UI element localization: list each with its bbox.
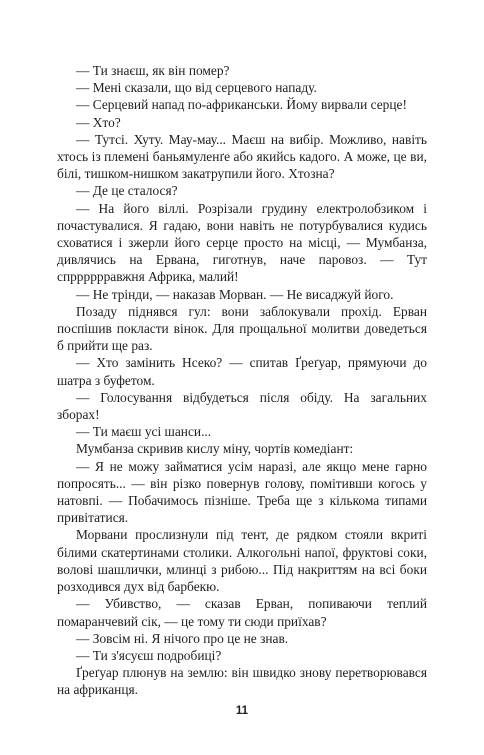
paragraph: — Хто? — [76, 114, 121, 130]
paragraph: — Тутсі. Хуту. Мау-мау... Маєш на вибір. Можливо, навіть хтось із племені баньямуленґе або якийсь кадого. А може, це ви, білі, тишком-нишком закатрупили його. Хтозна? — [57, 131, 427, 182]
paragraph: — Серцевий напад по-африканськи. Йому вирвали серце! — [76, 97, 407, 113]
paragraph: — На його віллі. Розрізали грудину електролобзиком і почастувалися. Я гадаю, вони навіть не потурбувалися кудись сховатися і зжерли його серце просто на місці, — Мумбанза, дивлячись на Ервана, гиготнув, наче паровоз. — Тут спрррррравжня Африка, малий! — [57, 200, 427, 285]
body-text — [57, 62, 427, 699]
paragraph: Морвани прослизнули під тент, де рядком стояли вкриті білими скатертинами столики. Алкогольні напої, фруктові соки, волові шашлички, млинці з рибою... Під накриттям на всі боки розходився дух від барбекю. — [57, 527, 427, 595]
paragraph: — Мені сказали, що від серцевого нападу. — [76, 80, 317, 96]
paragraph: — Де це сталося? — [76, 183, 178, 199]
paragraph: — Хто замінить Нсеко? — спитав Ґреґуар, прямуючи до шатра з буфетом. — [57, 355, 427, 388]
paragraph: Ґреґуар плюнув на землю: він швидко знову перетворювався на африканця. — [57, 665, 427, 698]
paragraph: — Голосування відбудеться після обіду. На загальних зборах! — [57, 389, 427, 423]
paragraph: — Ти маєш усі шанси... — [76, 424, 212, 440]
paragraph: — Ти з'ясуєш подробиці? — [76, 647, 222, 663]
paragraph: Позаду піднявся гул: вони заблокували прохід. Ерван поспішив покласти вінок. Для прощальної молитви доведеться б прийти ще раз. — [57, 303, 427, 354]
paragraph: — Я не можу займатися усім наразі, але якщо мене гарно попросять... — він різко повернув голову, помітивши когось у натовпі. — Побачимось пізніше. Треба ще з кількома типами привітатися. — [57, 458, 427, 526]
paragraph: Мумбанза скривив кислу міну, чортів комедіант: — [76, 441, 354, 457]
paragraph: — Убивство, — сказав Ерван, попиваючи теплий помаранчевий сік, — це тому ти сюди приїхав? — [57, 596, 427, 629]
page-number: 11 — [235, 705, 249, 717]
paragraph: — Ти знаєш, як він помер? — [76, 63, 230, 78]
paragraph: — Зовсім ні. Я нічого про це не знав. — [76, 630, 289, 646]
paragraph: — Не трінди, — наказав Морван. — Не висаджуй його. — [76, 286, 394, 302]
